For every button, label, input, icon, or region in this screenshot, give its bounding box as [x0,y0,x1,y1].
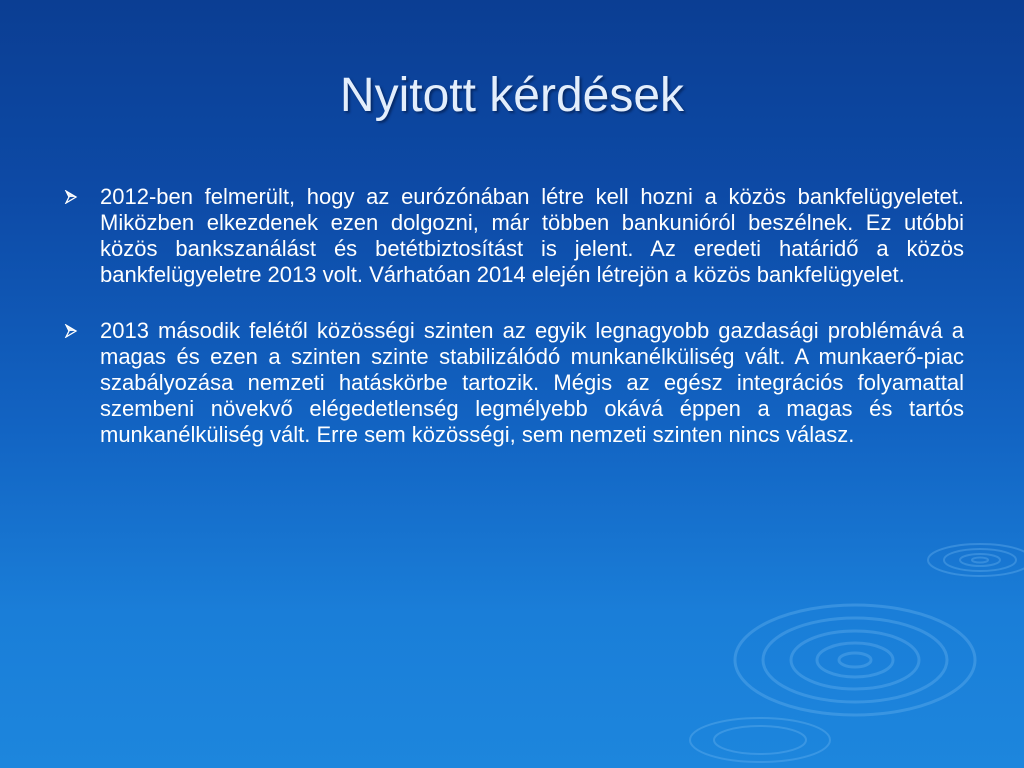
bullet-text: 2013 második felétől közösségi szinten az egyik legnagyobb gazdasági problémává a magas és ezen a szinten szinte stabilizálódó munkanélküliség vált. A munkaerő-piac szabályozása nemzeti hatáskörbe tartozik. Mégis az egész integrációs folyamattal szembeni növekvő elégedetlenség legmélyebb okává éppen a magas és tartós munkanélküliség vált. Erre sem közösségi, sem nemzeti szinten nincs válasz. [100,318,964,447]
bullet-text: 2012-ben felmerült, hogy az eurózónában létre kell hozni a közös bankfelügyeletet. Miközben elkezdenek ezen dolgozni, már többen bankunióról beszélnek. Ez utóbbi közös bankszanálást és betétbiztosítást is jelent. Az eredeti határidő a közös bankfelügyeletre 2013 volt. Várhatóan 2014 elején létrejön a közös bankfelügyelet. [100,184,964,287]
arrow-right-outline-icon [64,324,78,338]
bullet-list [62,184,964,478]
arrow-right-outline-icon [64,190,78,204]
bullet-item [62,184,964,288]
bullet-item [62,318,964,448]
slide-title: Nyitott kérdések [339,69,685,122]
